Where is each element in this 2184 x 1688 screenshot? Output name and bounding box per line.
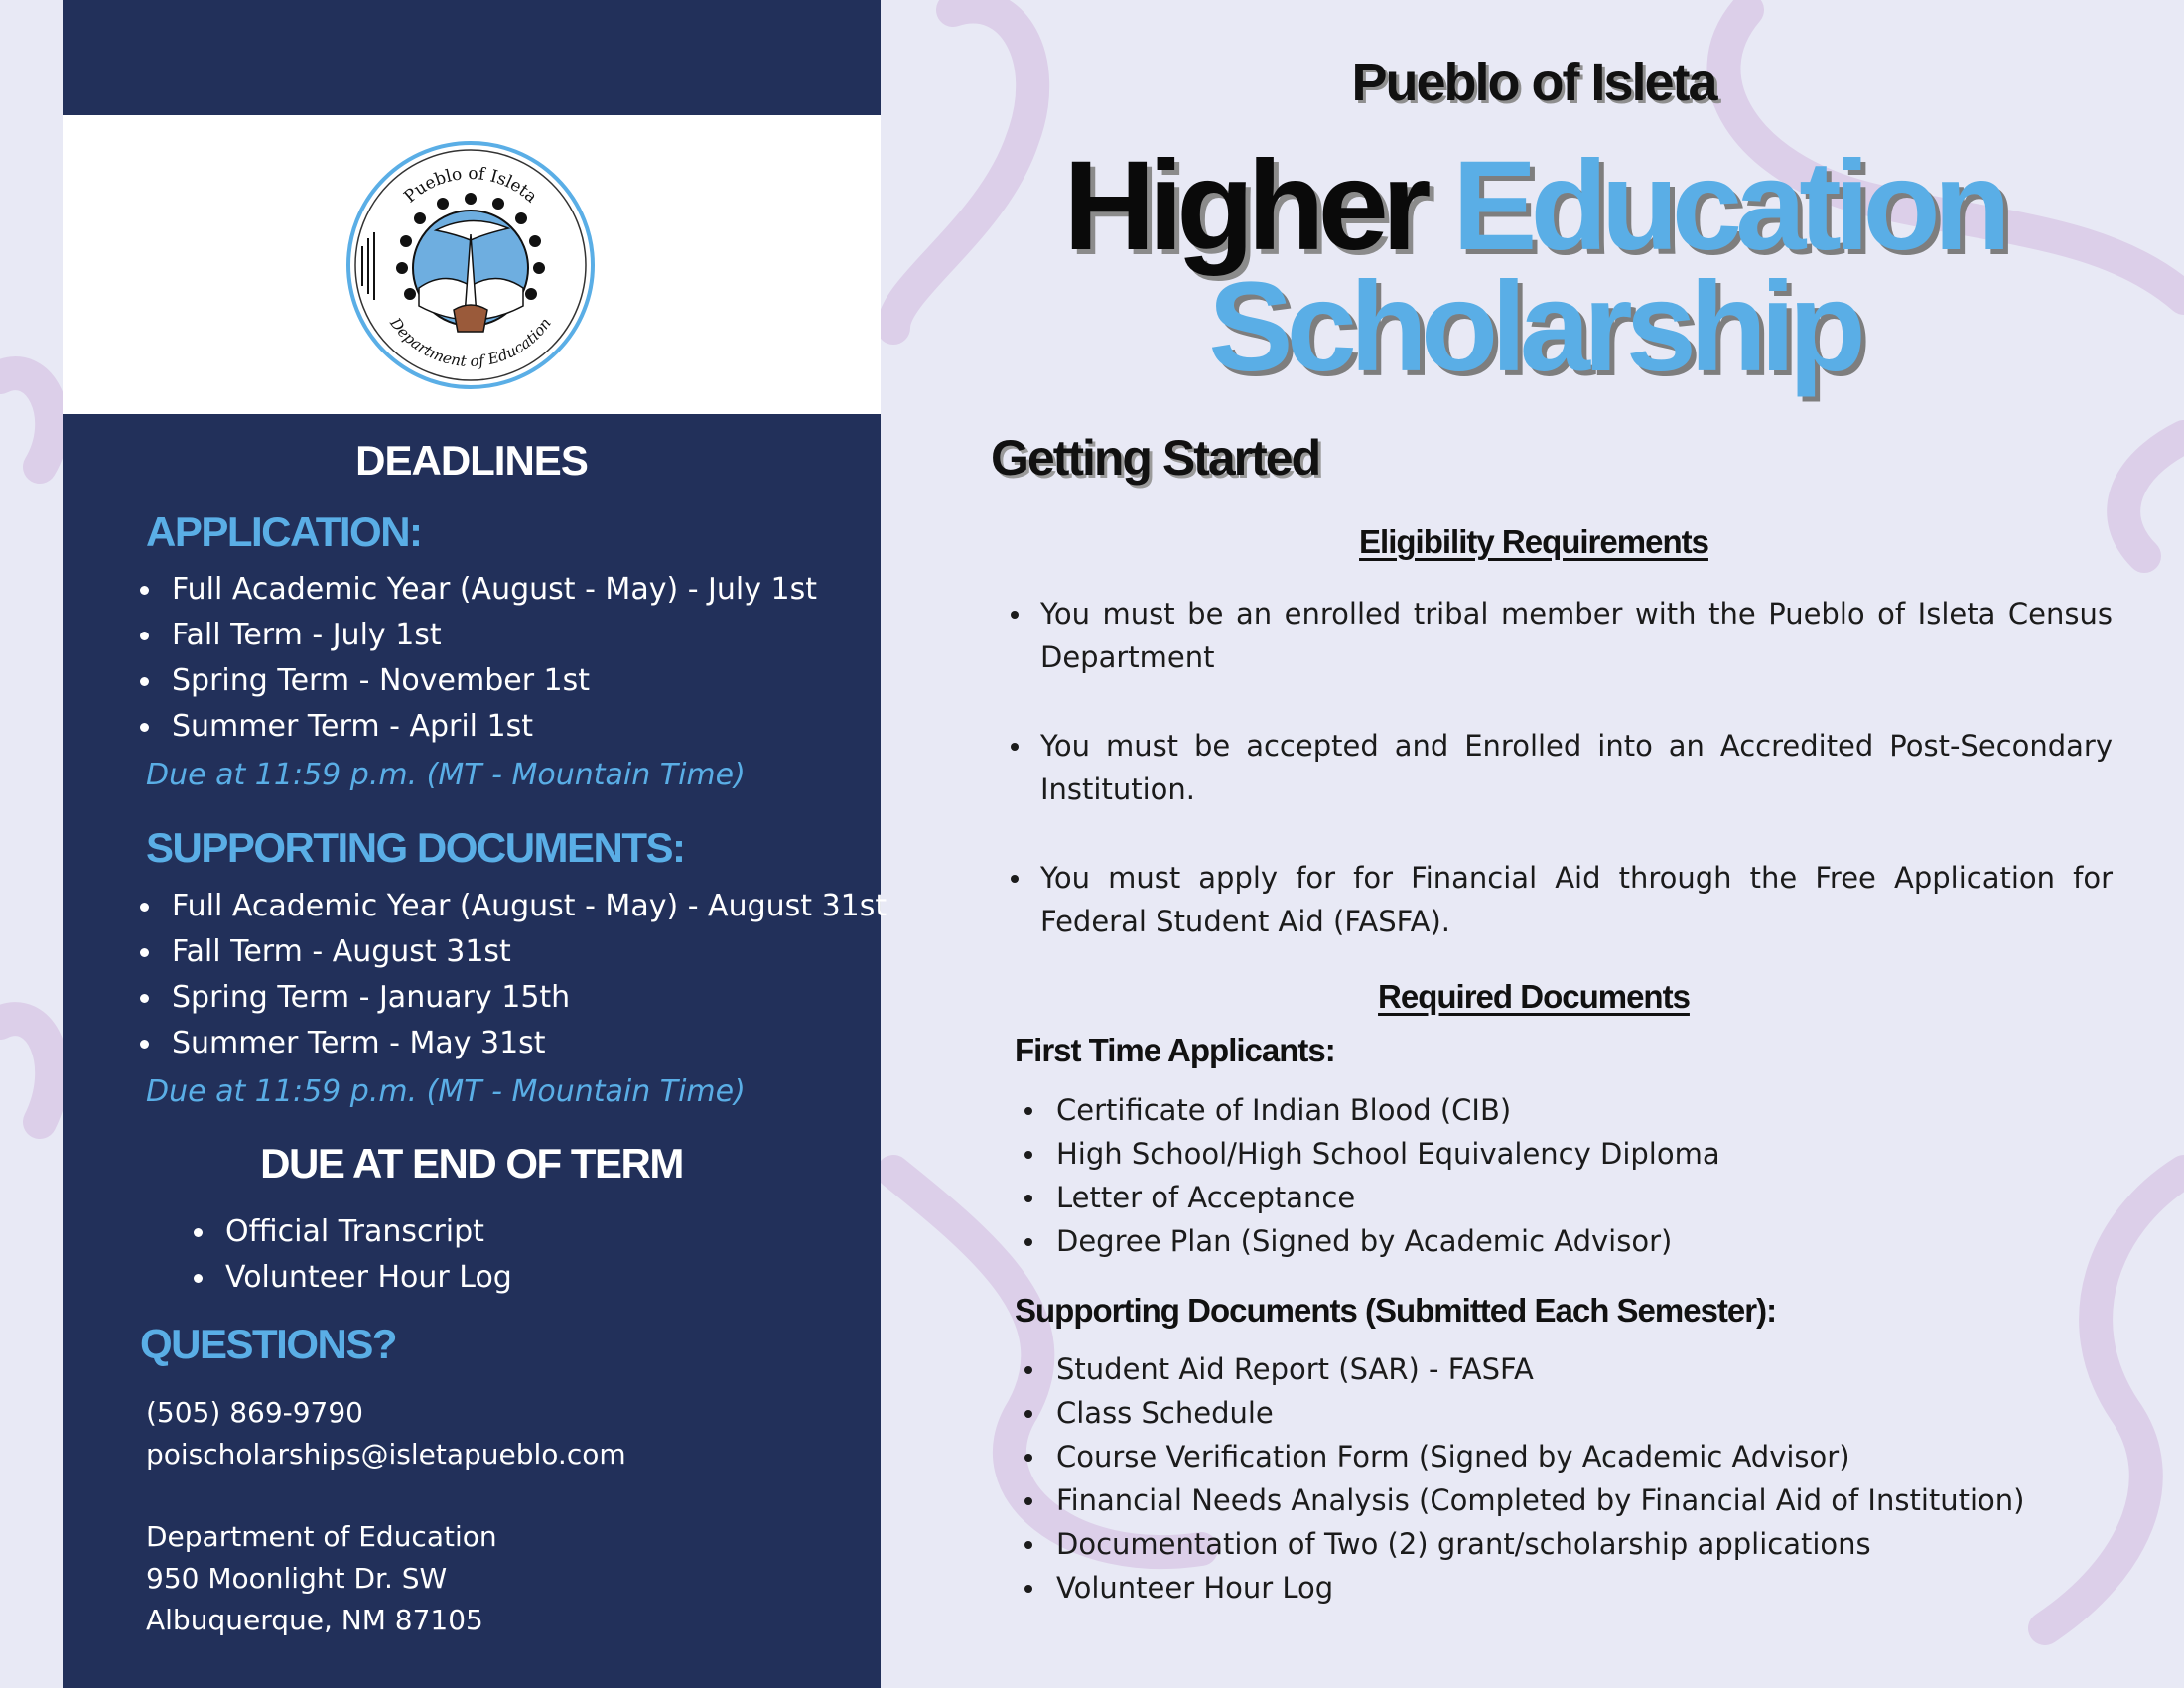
left-panel: [63, 0, 887, 1688]
list-item: Spring Term - January 15th: [136, 975, 887, 1021]
list-item: Course Verification Form (Signed by Academic Advisor): [1021, 1435, 2025, 1478]
list-item: Documentation of Two (2) grant/scholarship applications: [1021, 1522, 2025, 1566]
list-item: Certificate of Indian Blood (CIB): [1021, 1088, 1720, 1132]
application-due-note: Due at 11:59 p.m. (MT - Mountain Time): [146, 758, 746, 792]
address-line: Department of Education: [146, 1520, 497, 1553]
address-line: 950 Moonlight Dr. SW: [146, 1562, 448, 1595]
list-item: You must apply for for Financial Aid through the Free Application for Federal Student Aid (FASFA).: [1005, 856, 2113, 943]
first-time-documents-list: [1021, 1088, 1720, 1263]
list-item: Financial Needs Analysis (Completed by Financial Aid of Institution): [1021, 1478, 2025, 1522]
seal-bottom-text: Department of Education: [386, 314, 555, 371]
list-item: Volunteer Hour Log: [1021, 1566, 2025, 1610]
supporting-deadline-list: [136, 884, 887, 1066]
list-item: Fall Term - July 1st: [136, 613, 817, 658]
semester-documents-heading: Supporting Documents (Submitted Each Semester):: [1015, 1292, 1777, 1329]
eligibility-heading: Eligibility Requirements: [1359, 523, 1708, 560]
list-item: Letter of Acceptance: [1021, 1176, 1720, 1219]
list-item: Class Schedule: [1021, 1391, 2025, 1435]
mailing-address: [146, 1516, 497, 1641]
getting-started-heading: Getting Started: [991, 430, 1320, 486]
list-item: Student Aid Report (SAR) - FASFA: [1021, 1347, 2025, 1391]
list-item: High School/High School Equivalency Diploma: [1021, 1132, 1720, 1176]
list-item: Fall Term - August 31st: [136, 929, 887, 975]
title-word-higher: Higher: [1063, 135, 1425, 277]
due-at-end-of-term-heading: DUE AT END OF TERM: [260, 1140, 683, 1187]
list-item: Full Academic Year (August - May) - August 31st: [136, 884, 887, 929]
logo-band: [63, 115, 881, 414]
organization-name: Pueblo of Isleta: [1351, 53, 1716, 112]
semester-documents-list: [1021, 1347, 2025, 1610]
title-word-scholarship: Scholarship: [1208, 256, 1859, 398]
list-item: Summer Term - April 1st: [136, 704, 817, 750]
contact-info: [146, 1392, 626, 1476]
supporting-documents-heading: SUPPORTING DOCUMENTS:: [146, 824, 685, 871]
required-documents-heading: Required Documents: [1378, 978, 1690, 1015]
list-item: Spring Term - November 1st: [136, 658, 817, 704]
application-deadline-list: [136, 567, 817, 750]
eligibility-list: [1005, 592, 2113, 988]
email-link[interactable]: poischolarships@isletapueblo.com: [146, 1438, 626, 1471]
deadlines-title: DEADLINES: [355, 437, 588, 484]
title-word-education: Education: [1452, 135, 2004, 277]
questions-heading: QUESTIONS?: [140, 1321, 397, 1367]
list-item: Summer Term - May 31st: [136, 1021, 887, 1066]
first-time-applicants-heading: First Time Applicants:: [1015, 1032, 1335, 1068]
department-seal-logo: [344, 139, 597, 391]
application-heading: APPLICATION:: [146, 508, 422, 555]
list-item: Degree Plan (Signed by Academic Advisor): [1021, 1219, 1720, 1263]
list-item: You must be accepted and Enrolled into an Accredited Post-Secondary Institution.: [1005, 724, 2113, 811]
phone-number[interactable]: (505) 869-9790: [146, 1396, 363, 1429]
list-item: You must be an enrolled tribal member with the Pueblo of Isleta Census Department: [1005, 592, 2113, 679]
seal-top-text: Pueblo of Isleta: [400, 163, 541, 208]
end-of-term-list: [190, 1209, 512, 1301]
list-item: Official Transcript: [190, 1209, 512, 1255]
list-item: Volunteer Hour Log: [190, 1255, 512, 1301]
address-line: Albuquerque, NM 87105: [146, 1604, 483, 1636]
list-item: Full Academic Year (August - May) - July 1st: [136, 567, 817, 613]
flyer-title-line-1: [973, 135, 2095, 277]
supporting-due-note: Due at 11:59 p.m. (MT - Mountain Time): [146, 1074, 746, 1109]
